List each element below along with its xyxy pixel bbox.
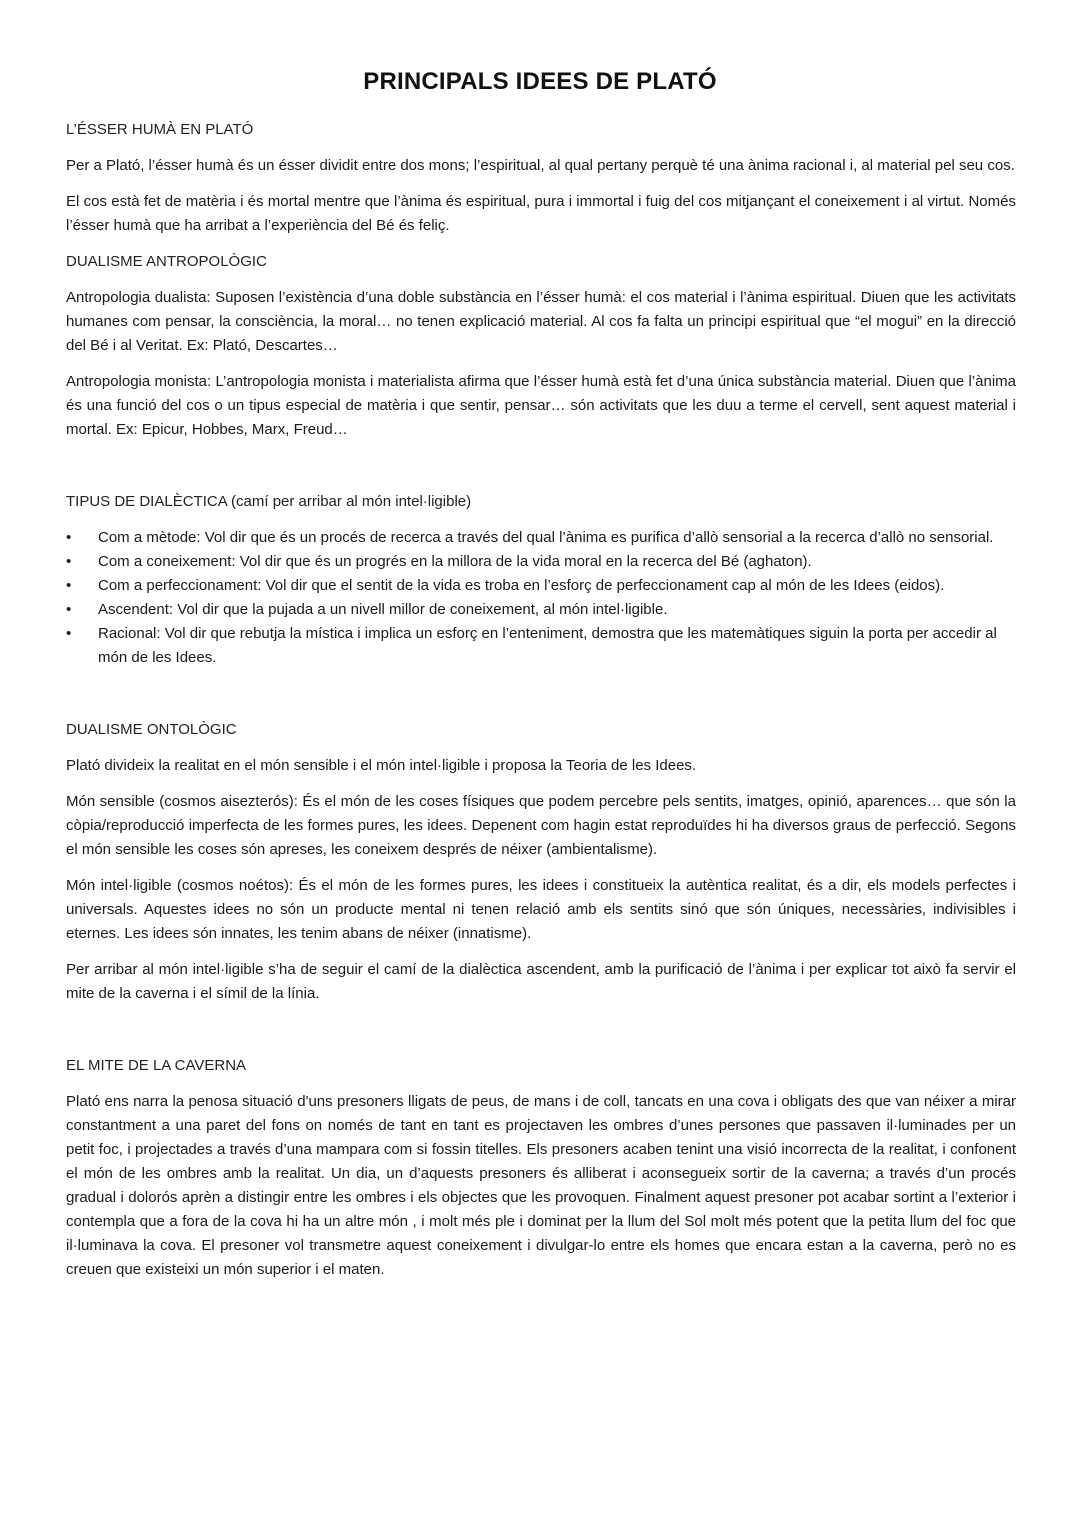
paragraph-esser-huma-1: Per a Plató, l’ésser humà és un ésser dividit entre dos mons; l’espiritual, al qual pertany perquè té una ànima racional i, al material pel seu cos. [66, 157, 1015, 174]
dialectica-list [66, 526, 1016, 670]
section-gap [66, 454, 1016, 490]
heading-mite-caverna: EL MITE DE LA CAVERNA [66, 1057, 247, 1074]
document-body [66, 118, 1016, 1294]
list-item [66, 550, 1016, 574]
paragraph-mon-sensible: Món sensible (cosmos aisezterós): És el món de les coses físiques que podem percebre pels sentits, imatges, opinió, aparences… que són la còpia/reproducció imperfecta de les formes pures, les idees. Depenent com hagin estat reproduïdes hi ha diversos graus de perfecció. Segons el món sensible les coses són apreses, les coneixem després de néixer (ambientalisme). [66, 793, 1016, 858]
list-item-text: Ascendent: Vol dir que la pujada a un nivell millor de coneixement, al món intel·ligible. [98, 601, 668, 618]
section-gap [66, 682, 1016, 718]
section-gap [66, 1018, 1016, 1054]
paragraph-antropologia-monista: Antropologia monista: L’antropologia monista i materialista afirma que l’ésser humà està fet d’una única substància material. Diuen que l’ànima és una funció del cos o un tipus especial de matèria i que sentir, pensar… són activitats que les duu a terme el cervell, sent aquest material i mortal. Ex: Epicur, Hobbes, Marx, Freud… [66, 373, 1016, 438]
heading-esser-huma: L’ÉSSER HUMÀ EN PLATÓ [66, 121, 254, 138]
heading-dualisme-ontologic: DUALISME ONTOLÒGIC [66, 721, 237, 738]
list-item [66, 526, 1016, 550]
bullet-icon: • [66, 529, 72, 546]
heading-dualisme-antropologic: DUALISME ANTROPOLÒGIC [66, 253, 267, 270]
list-item-text: Com a coneixement: Vol dir que és un progrés en la millora de la vida moral en la recerca del Bé (aghaton). [98, 553, 812, 570]
document-title: PRINCIPALS IDEES DE PLATÓ [363, 68, 717, 95]
bullet-icon: • [66, 553, 72, 570]
bullet-icon: • [66, 625, 72, 642]
list-item [66, 598, 1016, 622]
paragraph-ontologic-intro: Plató divideix la realitat en el món sensible i el món intel·ligible i proposa la Teoria de les Idees. [66, 757, 697, 774]
paragraph-dialectica-ascendent: Per arribar al món intel·ligible s’ha de seguir el camí de la dialèctica ascendent, amb la purificació de l’ànima i per explicar tot això fa servir el mite de la caverna i el símil de la línia. [66, 961, 1016, 1002]
paragraph-mite-caverna: Plató ens narra la penosa situació d'uns presoners lligats de peus, de mans i de coll, tancats en una cova i obligats des que van néixer a mirar constantment a una paret del fons on només de tant en tant es projectaven les ombres d’unes persones que passaven il·luminades per un petit foc, i projectades a través d’una mampara com si fossin titelles. Els presoners acaben tenint una visió incorrecta de la realitat, i confonent el món de les ombres amb la realitat. Un dia, un d’aquests presoners és alliberat i aconsegueix sortir de la caverna; a través d’un procés gradual i dolorós aprèn a distingir entre les ombres i els objectes que les provoquen. Finalment aquest presoner pot acabar sortint a l’exterior i contempla que a fora de la cova hi ha un altre món , i molt més ple i dominat per la llum del Sol molt més potent que la petita llum del foc que il·luminava la cova. El presoner vol transmetre aquest coneixement i divulgar-lo entre els homes que encara estan a la caverna, però no es creuen que existeixi un món superior i el maten. [66, 1093, 1016, 1278]
list-item [66, 574, 1016, 598]
heading-tipus-dialectica: TIPUS DE DIALÈCTICA (camí per arribar al món intel·ligible) [66, 493, 472, 510]
list-item-text: Com a mètode: Vol dir que és un procés de recerca a través del qual l’ànima es purifica d’allò sensorial a la recerca d’allò no sensorial. [98, 529, 994, 546]
paragraph-antropologia-dualista: Antropologia dualista: Suposen l’existència d’una doble substància en l’ésser humà: el cos material i l’ànima espiritual. Diuen que les activitats humanes com pensar, la consciència, la moral… no tenen explicació material. Al cos fa falta un principi espiritual que “el mogui” en la direcció del Bé i al Veritat. Ex: Plató, Descartes… [66, 289, 1016, 354]
paragraph-mon-intelligible: Món intel·ligible (cosmos noétos): És el món de les formes pures, les idees i constitueix la autèntica realitat, és a dir, els models perfectes i universals. Aquestes idees no són un producte mental ni tenen relació amb els sentits sinó que són úniques, necessàries, indivisibles i eternes. Les idees són innates, les tenim abans de néixer (innatisme). [66, 877, 1016, 942]
list-item-text: Com a perfeccionament: Vol dir que el sentit de la vida es troba en l’esforç de perfeccionament cap al món de les Idees (eidos). [98, 577, 945, 594]
bullet-icon: • [66, 601, 72, 618]
list-item-text: Racional: Vol dir que rebutja la mística i implica un esforç en l’enteniment, demostra que les matemàtiques siguin la porta per accedir al món de les Idees. [98, 625, 997, 666]
bullet-icon: • [66, 577, 72, 594]
list-item [66, 622, 1016, 670]
paragraph-esser-huma-2: El cos està fet de matèria i és mortal mentre que l’ànima és espiritual, pura i immortal i fuig del cos mitjançant el coneixement i al virtut. Només l’ésser humà que ha arribat a l’experiència del Bé és feliç. [66, 193, 1016, 234]
